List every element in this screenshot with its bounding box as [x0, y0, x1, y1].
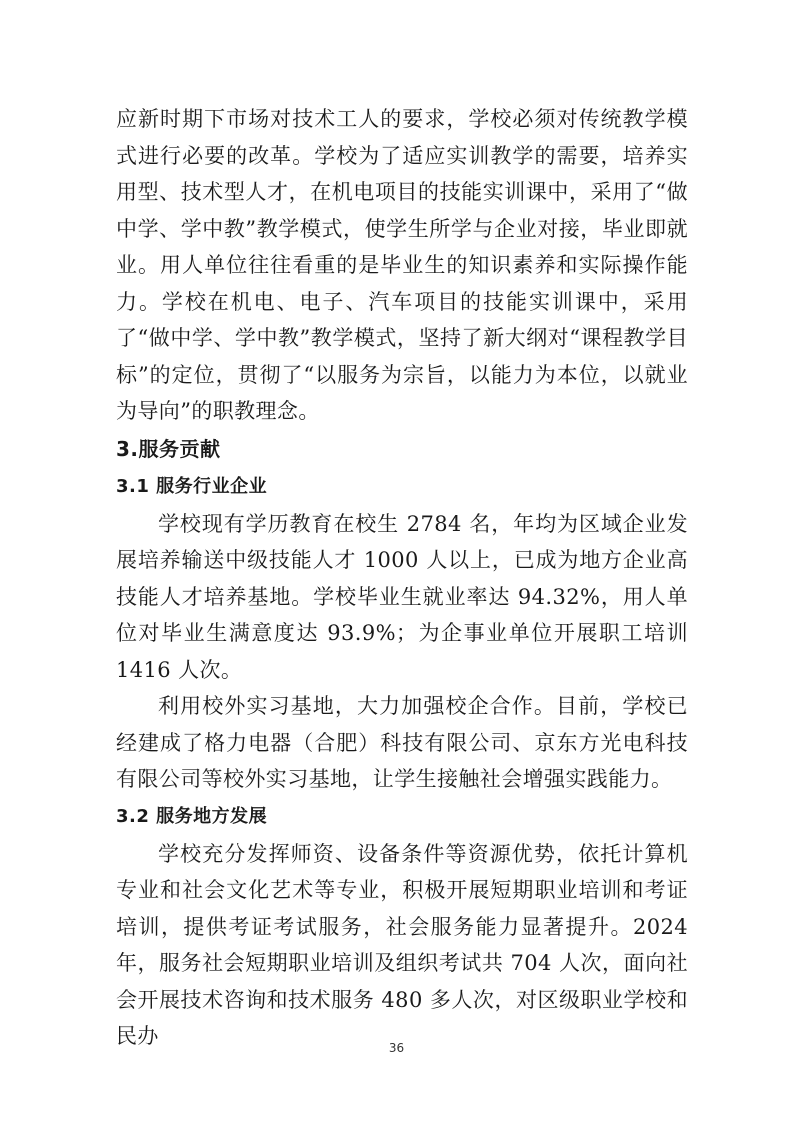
subsection-heading-local-development: 3.2 服务地方发展 — [116, 805, 268, 827]
body-paragraph-continued: 应新时期下市场对技术工人的要求，学校必须对传统教学模式进行必要的改革。学校为了适应实训教学的需要，培养实用型、技术型人才，在机电项目的技能实训课中，采用了“做中学、学中教”教学模式，使学生所学与企业对接，毕业即就业。用人单位往往看重的是毕业生的知识素养和实际操作能力。学校在机电、电子、汽车项目的技能实训课中，采用了“做中学、学中教”教学模式，坚持了新大纲对“课程教学目标”的定位，贯彻了“以服务为宗旨，以能力为本位，以就业为导向”的职教理念。 — [116, 107, 688, 423]
subsection-heading-industry: 3.1 服务行业企业 — [116, 475, 268, 497]
page-content — [116, 101, 688, 1055]
body-paragraph-enrollment: 学校现有学历教育在校生 2784 名，年均为区域企业发展培养输送中级技能人才 1000 人以上，已成为地方企业高技能人才培养基地。学校毕业生就业率达 94.32%，用人单位对毕业生满意度达 93.9%；为企事业单位开展职工培训 1416 人次。 — [116, 511, 688, 682]
body-paragraph-social-training: 学校充分发挥师资、设备条件等资源优势，依托计算机专业和社会文化艺术等专业，积极开展短期职业培训和考证培训，提供考证考试服务，社会服务能力显著提升。2024 年，服务社会短期职业培训及组织考试共 704 人次，面向社会开展技术咨询和技术服务 480 多人次，对区级职业学校和民办 — [116, 841, 688, 1048]
section-heading-service-contribution: 3.服务贡献 — [116, 436, 221, 461]
page-number: 36 — [388, 1041, 405, 1055]
body-paragraph-internship-bases: 利用校外实习基地，大力加强校企合作。目前，学校已经建成了格力电器（合肥）科技有限公司、京东方光电科技有限公司等校外实习基地，让学生接触社会增强实践能力。 — [116, 694, 688, 791]
